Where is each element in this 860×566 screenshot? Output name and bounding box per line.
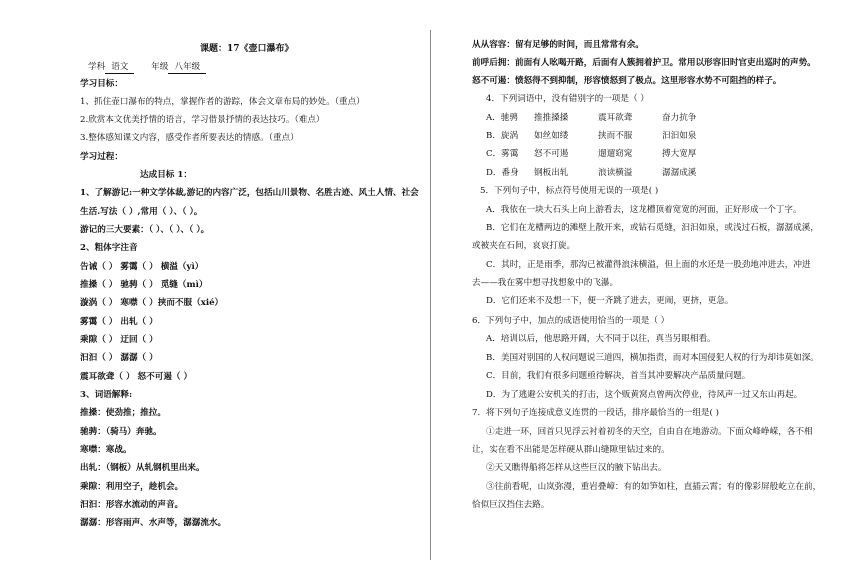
- q4-stem: 4．下列词语中，没有错别字的一项是（ ）: [486, 94, 649, 104]
- pinyin-line-6: 汩汩（ ） 潺潺（ ）: [80, 353, 158, 363]
- pinyin-line-5: 乘隙（ ） 迂回（ ）: [80, 335, 158, 345]
- q5-stem: 5．下列句子中，标点符号使用无误的一项是( ): [480, 186, 659, 196]
- q7-line-1: ①走进一环，回首只见浮云衬着初冬的天空，自由自在地游动。下面众峰峥嵘，各不相: [486, 427, 813, 437]
- q4-option-b: B．旋涡 如丝如缕 挟而不服 汩汩如泉: [486, 131, 697, 141]
- pinyin-line-1: 告诫（ ） 雾霭（ ） 横溢（yì）: [80, 262, 204, 272]
- q7-stem: 7．将下列句子连接成意义连贯的一段话，排序最恰当的一组是( ): [472, 408, 719, 418]
- def-3: 寒噤：寒战。: [80, 445, 132, 455]
- def-1: 推搡：使劲推；推拉。: [80, 408, 166, 418]
- goals-heading: 学习目标：: [80, 79, 123, 89]
- def-2: 驰骋：（骑马）奔驰。: [80, 427, 162, 437]
- def-6: 汩汩：形容水流动的声音。: [80, 500, 184, 510]
- q5-line-2: B．它们在龙槽两边的滩壁上散开来，或钻石觅缝，汩汩如泉，或浅过石板，潺潺成溪，: [486, 223, 819, 233]
- q1-line-1: 1、了解游记:一种文学体裁,游记的内容广泛，包括山川景物、名胜古迹、风土人情、社会: [80, 188, 419, 198]
- q6-stem: 6．下列句子中，加点的成语使用恰当的一项是（ ）: [472, 316, 670, 326]
- q4-option-d: D．番身 钢板出轧 浪读横溢 潺潺成溪: [486, 168, 697, 178]
- grade-label: 年级: [151, 62, 169, 72]
- subject-label: 学科: [88, 62, 106, 72]
- q5-line-6: D．它们还来不及想一下，便一齐跳了进去，更闹，更挤，更急。: [486, 296, 734, 306]
- def-5: 乘隙：利用空子，趁机会。: [80, 482, 184, 492]
- pinyin-line-2: 推搡（ ） 驰骋（ ） 觅缝（mì）: [80, 280, 208, 290]
- def-9: 前呼后拥：前面有人吆喝开路，后面有人簇拥着护卫。常用以形容旧时官吏出巡时的声势。: [472, 58, 816, 68]
- q2-heading: 2、粗体字注音: [80, 243, 138, 253]
- def-7: 潺潺：形容雨声、水声等，潺潺流水。: [80, 518, 227, 528]
- meta-line: [88, 62, 206, 74]
- target-1: 达成目标 1：: [140, 170, 192, 180]
- subject-value: 语文: [105, 62, 134, 74]
- q6-line-3: C．目前，我们有很多问题亟待解决，首当其冲要解决产品质量问题。: [486, 371, 751, 381]
- process-heading: 学习过程：: [80, 152, 123, 162]
- q4-option-c: C．雾霭 怒不可遏 遛遛窈窕 搏大宽厚: [486, 149, 697, 159]
- pinyin-line-3: 漩涡（ ） 寒噤（ ）挟而不服（xié）: [80, 298, 224, 308]
- q6-line-1: A．培训以后，他思路开阔，大不同于以往，真当另眼相看。: [486, 334, 716, 344]
- def-8: 从从容容：留有足够的时间，而且常常有余。: [472, 40, 644, 50]
- q4-option-a: A．驰骋 推推搡搡 震耳欲聋 奋力抗争: [486, 113, 697, 123]
- pinyin-line-7: 震耳欲聋（ ） 怒不可遏（ ）: [80, 372, 193, 382]
- goal-3: 3.整体感知课文内容，感受作者所要表达的情感。（重点）: [80, 133, 299, 143]
- q1-line-3: 游记的三大要素：（ ）、（ ）、（ ）。: [80, 225, 210, 235]
- column-divider: [430, 30, 431, 560]
- q3-heading: 3、词语解释:: [80, 390, 133, 400]
- q5-line-5: 去——我在雾中想寻找想象中的飞瀑。: [472, 278, 619, 288]
- q1-line-2: 生活.写法（ ）,常用（ ）、（ ）。: [80, 207, 203, 217]
- def-4: 出轧：（钢板）从轧钢机里出来。: [80, 463, 205, 473]
- q7-line-2: 让，实在看不出能是怎样硬从群山缝隙里钻过来的。: [472, 445, 670, 455]
- q7-line-3: ②天又瞧得船将怎样从这些巨汉的腋下钻出去。: [486, 463, 667, 473]
- lesson-title: 课题：17《壶口瀑布》: [200, 44, 294, 54]
- q7-line-5: 恰似巨汉挡住去路。: [472, 500, 550, 510]
- q5-line-3: 或被夹在石间，哀哀打旋。: [472, 241, 576, 251]
- q5-line-1: A．我依在一块大石头上向上游看去，这龙槽顶着宽宽的河面，正好形成一个丁字。: [486, 205, 802, 215]
- goal-2: 2.欣赏本文优美抒情的语言，学习借景抒情的表达技巧。（难点）: [80, 115, 325, 125]
- pinyin-line-4: 雾霭（ ） 出轧（ ）: [80, 317, 158, 327]
- q5-line-4: C．其时，正是雨季，那沟已被灌得浪沫横溢，但上面的水还是一股劲地冲进去，冲进: [486, 260, 811, 270]
- q6-line-2: B．美国对别国的人权问题说三道四，横加指责，而对本国侵犯人权的行为却讳莫如深。: [486, 353, 819, 363]
- goal-1: 1、抓住壶口瀑布的特点，掌握作者的游踪，体会文章布局的妙处。（重点）: [80, 97, 365, 107]
- def-10: 怒不可遏：愤怒得不到抑制，形容愤怒到了极点。这里形容水势不可阻挡的样子。: [472, 76, 782, 86]
- q6-line-4: D．为了逃避公安机关的打击，这个贩黄窝点曾两次停业，待风声一过又东山再起。: [486, 390, 803, 400]
- grade-value: 八年级: [168, 62, 206, 74]
- q7-line-4: ③往前看呢，山岚弥漫，重岩叠嶂：有的如笋如柱，直插云霄；有的像彩屏般屹立在前，: [486, 482, 822, 492]
